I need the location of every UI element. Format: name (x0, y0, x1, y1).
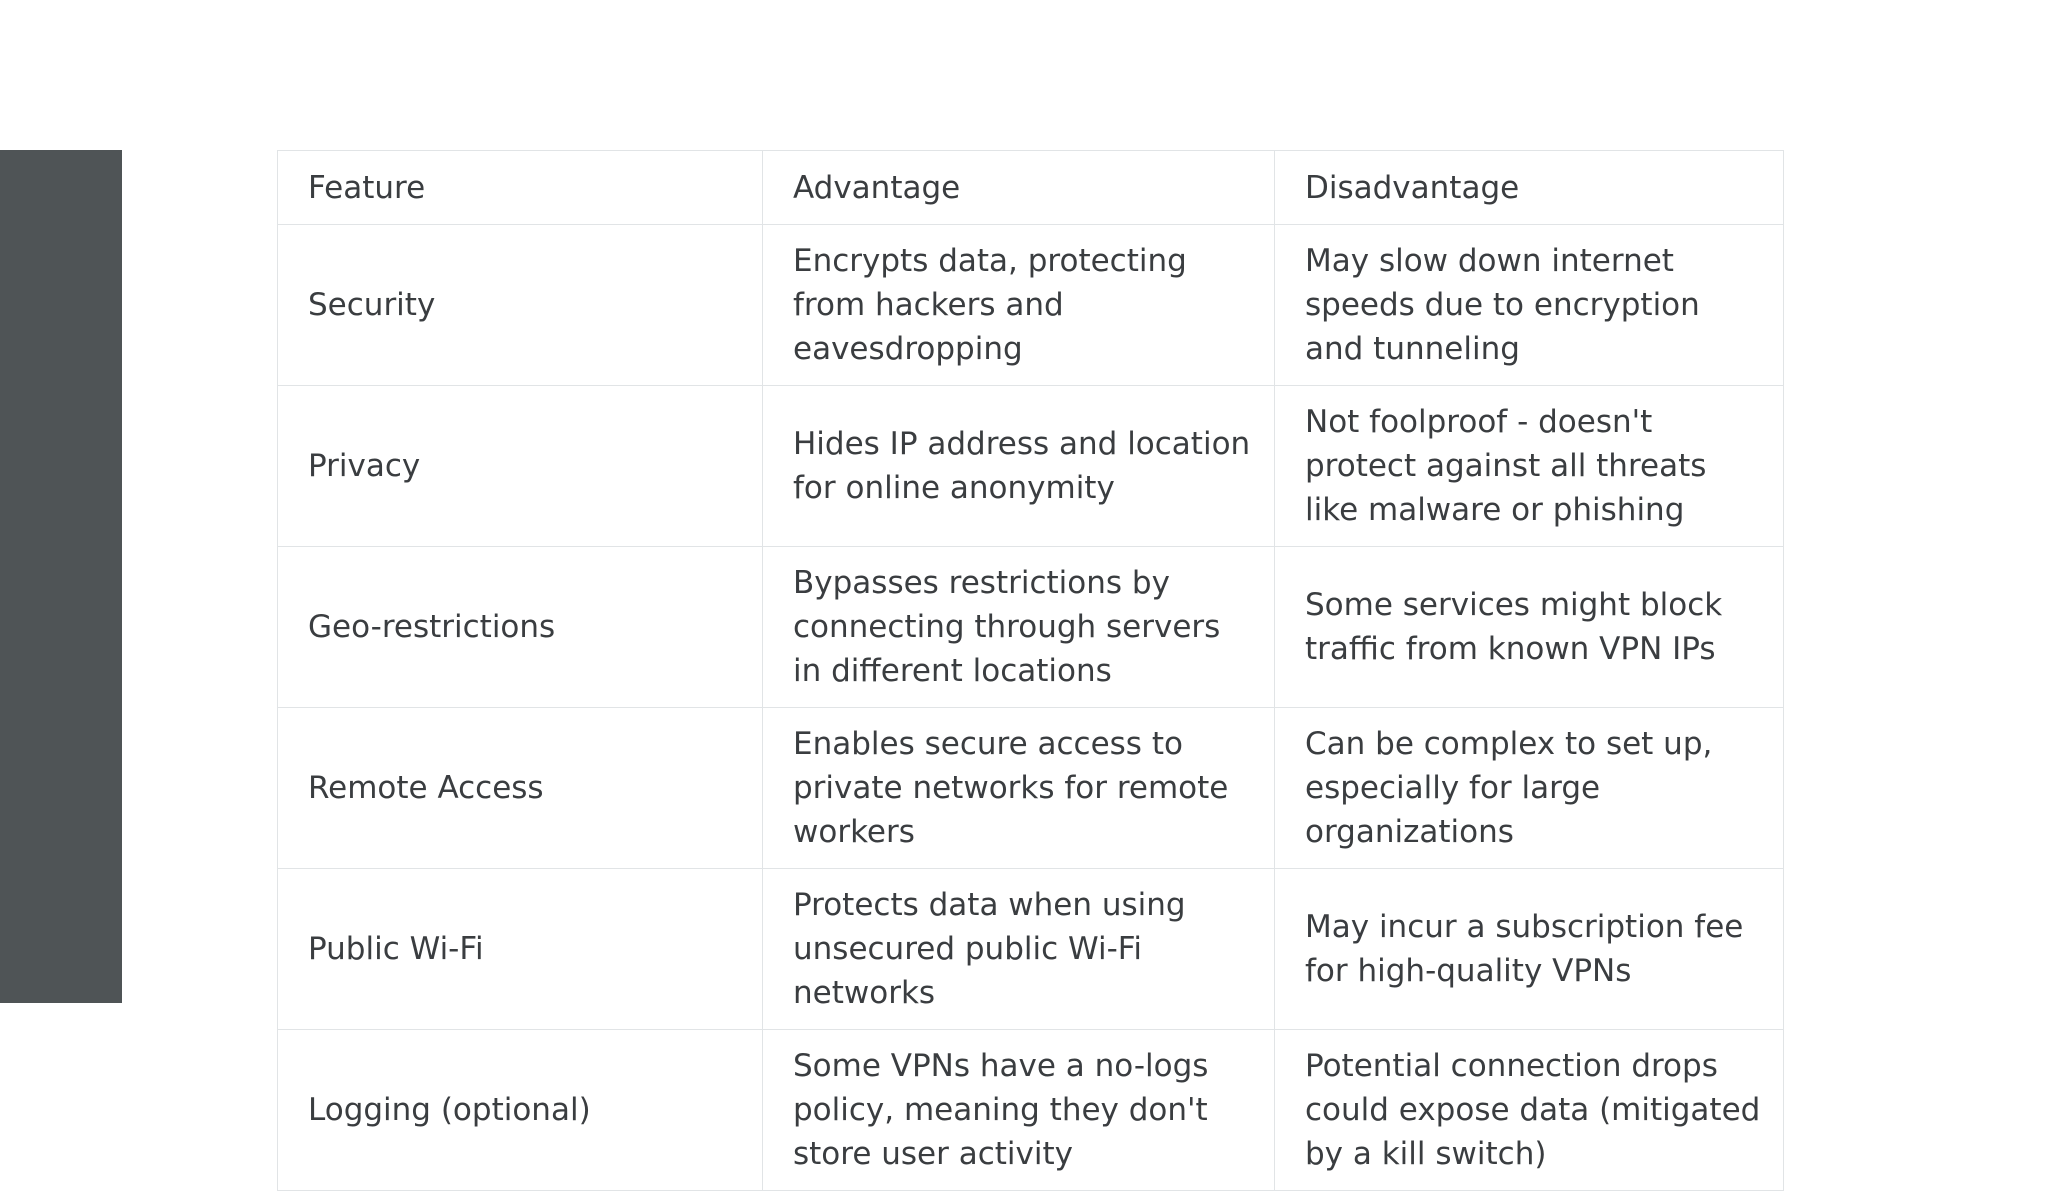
disadvantage-cell: Potential connection drops could expose data (mitigated by a kill switch) (1275, 1030, 1784, 1191)
advantage-cell: Hides IP address and location for online anonymity (763, 386, 1275, 547)
table-row (278, 708, 1784, 869)
advantage-cell: Bypasses restrictions by connecting through servers in different locations (763, 547, 1275, 708)
header-feature: Feature (278, 151, 763, 225)
disadvantage-cell: May slow down internet speeds due to encryption and tunneling (1275, 225, 1784, 386)
table-row (278, 869, 1784, 1030)
disadvantage-cell: May incur a subscription fee for high-quality VPNs (1275, 869, 1784, 1030)
advantage-cell: Encrypts data, protecting from hackers and eavesdropping (763, 225, 1275, 386)
table-row (278, 386, 1784, 547)
feature-cell: Privacy (278, 386, 763, 547)
disadvantage-cell: Not foolproof - doesn't protect against all threats like malware or phishing (1275, 386, 1784, 547)
vpn-comparison-table (277, 150, 1784, 1191)
table-header-row (278, 151, 1784, 225)
feature-cell: Remote Access (278, 708, 763, 869)
header-advantage: Advantage (763, 151, 1275, 225)
advantage-cell: Protects data when using unsecured public Wi-Fi networks (763, 869, 1275, 1030)
comparison-table-container (277, 150, 1783, 1191)
header-disadvantage: Disadvantage (1275, 151, 1784, 225)
disadvantage-cell: Some services might block traffic from known VPN IPs (1275, 547, 1784, 708)
feature-cell: Geo-restrictions (278, 547, 763, 708)
feature-cell: Public Wi-Fi (278, 869, 763, 1030)
disadvantage-cell: Can be complex to set up, especially for large organizations (1275, 708, 1784, 869)
advantage-cell: Some VPNs have a no-logs policy, meaning they don't store user activity (763, 1030, 1275, 1191)
side-accent-bar (0, 150, 122, 1003)
table-row (278, 1030, 1784, 1191)
feature-cell: Logging (optional) (278, 1030, 763, 1191)
table-row (278, 225, 1784, 386)
table-row (278, 547, 1784, 708)
feature-cell: Security (278, 225, 763, 386)
advantage-cell: Enables secure access to private networks for remote workers (763, 708, 1275, 869)
